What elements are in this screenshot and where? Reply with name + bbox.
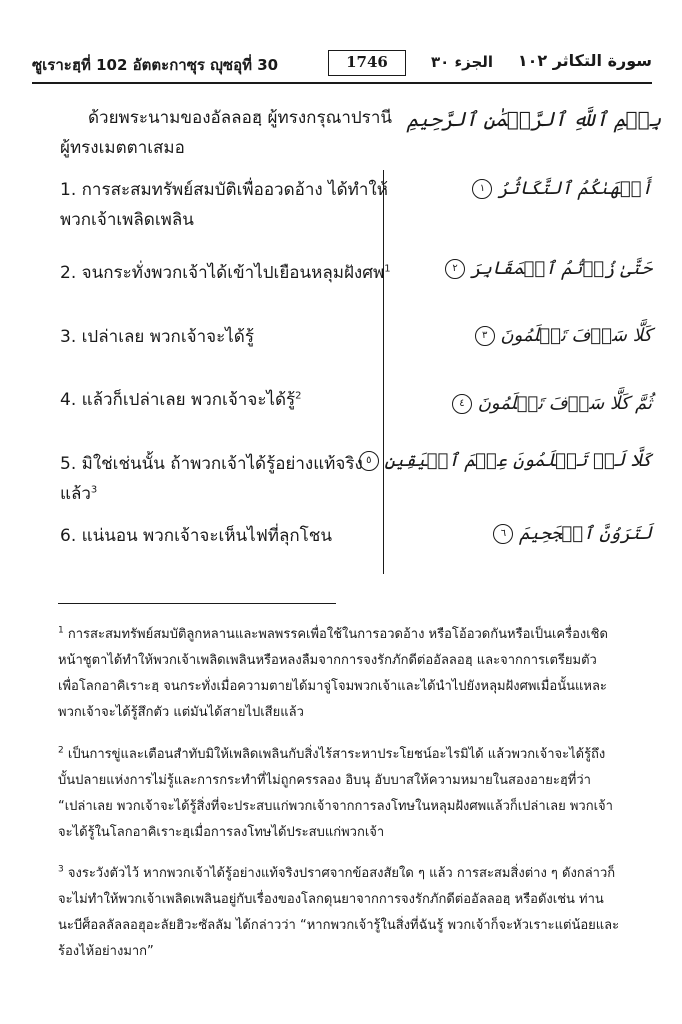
footnote-ref-1: 1: [384, 263, 391, 275]
verse-1-arabic-text: أَلۡهَىٰكُمُ ٱلتَّكَاثُرُ: [498, 178, 652, 199]
footnote-1: [58, 622, 658, 726]
verse-6-line-1: 6. แน่นอน พวกเจ้าจะเห็นไฟที่ลุกโชน: [60, 526, 332, 546]
bismillah-translation: [60, 103, 400, 163]
ayah-number-1: ١: [472, 179, 492, 199]
footnote-1-line-2: หน้าชูตาได้ทำให้พวกเจ้าเพลิดเพลินหรือหลงลืมจากการจงรักภักดีต่ออัลลอฮฺ และจากการเตรียมตัว: [58, 653, 597, 668]
header-juz-arabic: الجزء ٣٠: [430, 53, 494, 71]
verse-1-line-1: 1. การสะสมทรัพย์สมบัติเพื่ออวดอ้าง ได้ทำให้: [60, 180, 388, 200]
verse-2-line-1: 2. จนกระทั่งพวกเจ้าได้เข้าไปเยือนหลุมฝังศพ: [60, 263, 385, 283]
page-header: [32, 46, 652, 80]
footnote-3: [58, 861, 658, 965]
bismillah-line-1: ด้วยพระนามของอัลลอฮฺ ผู้ทรงกรุณาปรานี: [88, 108, 392, 128]
verse-4-arabic-text: ثُمَّ كَلَّا سَوۡفَ تَعۡلَمُونَ: [477, 393, 652, 414]
page-number: 1746: [328, 50, 406, 76]
verse-5-arabic: [366, 450, 652, 471]
footnote-2-line-2: บั้นปลายแห่งการไม่รู้และการกระทำที่ไม่ถูกครรลอง อิบนุ อับบาสให้ความหมายในสองอายะฮฺที่ว่า: [58, 773, 591, 788]
verse-3-arabic-text: كَلَّا سَوۡفَ تَعۡلَمُونَ: [500, 325, 652, 346]
footnote-1-mark: 1: [58, 625, 64, 636]
ayah-number-3: ٣: [475, 326, 495, 346]
footnote-ref-2: 2: [295, 390, 302, 402]
verse-5-arabic-text: كَلَّا لَوۡ تَعۡلَمُونَ عِلۡمَ ٱلۡيَقِينِ: [384, 450, 652, 471]
verse-2-arabic: [422, 258, 652, 279]
verse-5-translation: [60, 449, 380, 509]
verse-6-arabic: [422, 523, 652, 544]
verse-2-arabic-text: حَتَّىٰ زُرۡتُمُ ٱلۡمَقَابِرَ: [470, 258, 652, 279]
footnote-ref-3: 3: [90, 484, 98, 496]
footnote-3-mark: 3: [58, 864, 64, 875]
ayah-number-2: ٢: [445, 259, 465, 279]
footnote-3-line-4: ร้องไห้อย่างมาก”: [58, 944, 154, 959]
footnote-1-line-4: พวกเจ้าจะได้รู้สึกตัว แต่มันได้สายไปเสียแล้ว: [58, 705, 304, 720]
bismillah-line-2: ผู้ทรงเมตตาเสมอ: [60, 138, 185, 158]
verse-4-translation: [60, 385, 380, 415]
ayah-number-4: ٤: [452, 394, 472, 414]
verse-3-line-1: 3. เปล่าเลย พวกเจ้าจะได้รู้: [60, 327, 254, 347]
footnote-1-line-3: เพื่อโลกอาคิเราะฮฺ จนกระทั่งเมื่อความตายได้มาจู่โจมพวกเจ้าและได้นำไปยังหลุมฝังศพเมื่อนั้นแหละ: [58, 679, 607, 694]
footnote-2-line-3: “เปล่าเลย พวกเจ้าจะได้รู้สิ่งที่จะประสบแก่พวกเจ้าจากการลงโทษในหลุมฝังศพแล้วก็เปล่าเลย พวกเจ้า: [58, 799, 613, 814]
verse-4-line-1: 4. แล้วก็เปล่าเลย พวกเจ้าจะได้รู้: [60, 390, 296, 410]
header-thai-title: ซูเราะฮฺที่ 102 อัตตะกาซุร ญุซอุที่ 30: [32, 56, 279, 74]
footnote-2: [58, 742, 658, 846]
verse-6-translation: [60, 521, 380, 551]
footnote-3-line-2: จะไม่ทำให้พวกเจ้าเพลิดเพลินอยู่กับเรื่องของโลกดุนยาจากการจงรักภักดีต่ออัลลอฮฺ หรือดังเช่น ท่าน: [58, 892, 604, 907]
footnote-3-line-3: นะบีศ็อลลัลลอฮุอะลัยฮิวะซัลลัม ได้กล่าวว่า “หากพวกเจ้ารู้ในสิ่งที่ฉันรู้ พวกเจ้าก็จะหัวเราะแต่น้อยและ: [58, 918, 620, 933]
header-divider: [32, 82, 652, 84]
footnote-3-line-1: จงระวังตัวไว้ หากพวกเจ้าได้รู้อย่างแท้จริงปราศจากข้อสงสัยใด ๆ แล้ว การสะสมสิ่งต่าง ๆ ดังกล่าวก็: [67, 866, 616, 881]
footnote-2-line-1: เป็นการขู่และเตือนสำทับมิให้เพลิดเพลินกับสิ่งไร้สาระหาประโยชน์อะไรมิได้ แล้วพวกเจ้าจะได้รู้ถึง: [67, 747, 606, 762]
verse-2-translation: [60, 258, 391, 288]
verse-5-line-2: แล้ว: [60, 484, 91, 504]
ayah-number-5: ٥: [359, 451, 379, 471]
footnote-1-line-1: การสะสมทรัพย์สมบัติลูกหลานและพลพรรคเพื่อใช้ในการอวดอ้าง หรือโอ้อวดกันหรือเป็นเครื่องเชิด: [67, 627, 608, 642]
footnote-2-line-4: จะได้รู้ในโลกอาคิเราะฮฺเมื่อการลงโทษได้ประสบแก่พวกเจ้า: [58, 825, 385, 840]
footnote-2-mark: 2: [58, 745, 64, 756]
verse-1-arabic: [422, 178, 652, 199]
footnote-divider: [58, 603, 336, 604]
verse-3-arabic: [422, 325, 652, 346]
verse-1-line-2: พวกเจ้าเพลิดเพลิน: [60, 210, 194, 230]
ayah-number-6: ٦: [493, 524, 513, 544]
verse-5-line-1: 5. มิใช่เช่นนั้น ถ้าพวกเจ้าได้รู้อย่างแท้จริง: [60, 454, 363, 474]
column-divider: [383, 170, 384, 574]
verse-1-translation: [60, 175, 388, 235]
verse-3-translation: [60, 322, 380, 352]
header-surah-arabic: سورة التكاثر ١٠٢: [517, 51, 652, 70]
bismillah-arabic: بِسۡمِ ٱللَّهِ ٱلرَّحۡمَٰنِ ٱلرَّحِيمِ: [406, 107, 662, 131]
verse-6-arabic-text: لَتَرَوُنَّ ٱلۡجَحِيمَ: [519, 523, 652, 544]
verse-4-arabic: [422, 393, 652, 414]
